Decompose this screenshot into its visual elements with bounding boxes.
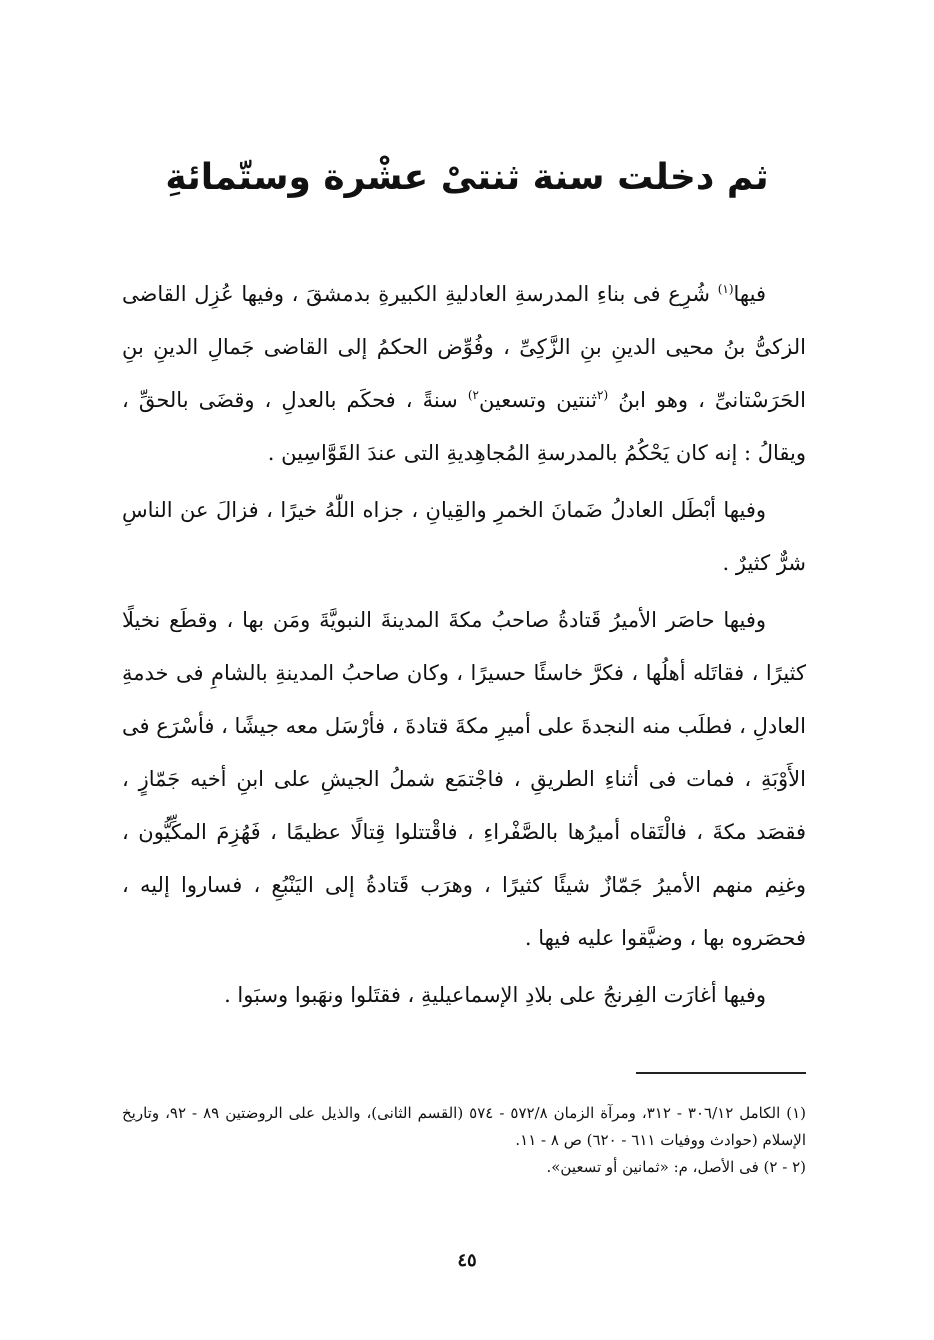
paragraph-1-part-2: شُرِع فى بناءِ المدرسةِ العادليةِ الكبيرةِ بدمشقَ ، وفيها عُزِل القاضى الزكىُّ بنُ محيى الدينِ بنِ الزَّكِىِّ ، وفُوِّض الحكمُ إلى القاضى جَمالِ الدينِ بنِ الحَرَسْتانىِّ ، وهو ابنُ [122,282,806,412]
footnote-mark-1: (١) [717,282,734,296]
paragraph-2: وفيها أبْطَل العادلُ ضَمانَ الخمرِ والقِيانِ ، جزاه اللّٰهُ خيرًا ، فزالَ عن الناسِ شرٌّ كثيرٌ . [122,498,806,575]
footnote-mark-2-open: (٢ [597,388,609,402]
paragraph-3: وفيها حاصَر الأميرُ قَتادةُ صاحبُ مكةَ المدينةَ النبويَّةَ ومَن بها ، وقطَع نخيلًا كثيرًا ، فقاتَله أهلُها ، فكرَّ خاسئًا حسيرًا ، وكان صاحبُ المدينةِ بالشامِ فى خدمةِ العادلِ ، فطلَب منه النجدةَ على أميرِ مكةَ قتادةَ ، فأرْسَل معه جيشًا ، فأسْرَع فى الأَوْبَةِ ، فمات فى أثناءِ الطريقِ ، فاجْتمَع شملُ الجيشِ على ابنِ أخيه جَمّازٍ ، فقصَد مكةَ ، فالْتَقاه أميرُها بالصَّفْراءِ ، فاقْتتلوا قِتالًا عظيمًا ، فَهُزِمَ المكِّيُّون ، وغنِم منهم الأميرُ جَمّازٌ شيئًا كثيرًا ، وهرَب قَتادةُ إلى اليَنْبُعِ ، فساروا إليه ، فحصَروه بها ، وضيَّقوا عليه فيها . [122,608,806,950]
footnote-2: (٢ - ٢) فى الأصل، م: «ثمانين أو تسعين». [546,1158,806,1176]
paragraph-1 [122,268,806,480]
paragraph-1-start: فيها [733,282,766,306]
footnote-1: (١) الكامل ٣٠٦/١٢ - ٣١٢، ومرآة الزمان ٥٧٢/٨ - ٥٧٤ (القسم الثانى)، والذيل على الروضتين ٨٩ - ٩٢، وتاريخ الإسلام (حوادث ووفيات ٦١١ - ٦٢٠) ص ٨ - ١١. [122,1104,806,1149]
footnote-mark-2-close: ٢) [467,388,479,402]
paragraph-4: وفيها أغارَت الفِرنجُ على بلادِ الإسماعيليةِ ، فقتَلوا ونهَبوا وسبَوا . [224,983,766,1007]
footnotes [122,1100,806,1181]
footnote-separator [636,1072,806,1074]
page-number: ٤٥ [457,1250,477,1271]
body-text [122,268,806,1026]
paragraph-1-part-3: ثنتين وتسعين [478,388,598,412]
paragraph-1-end: سنةً ، فحكَم بالعدلِ ، وقضَى بالحقِّ ، ويقالُ : إنه كان يَحْكُمُ بالمدرسةِ المُجاهِديةِ التى عندَ القَوَّاسِين . [122,388,806,465]
chapter-heading: ثم دخلت سنة ثنتىْ عشْرة وستّمائةِ [165,157,769,198]
